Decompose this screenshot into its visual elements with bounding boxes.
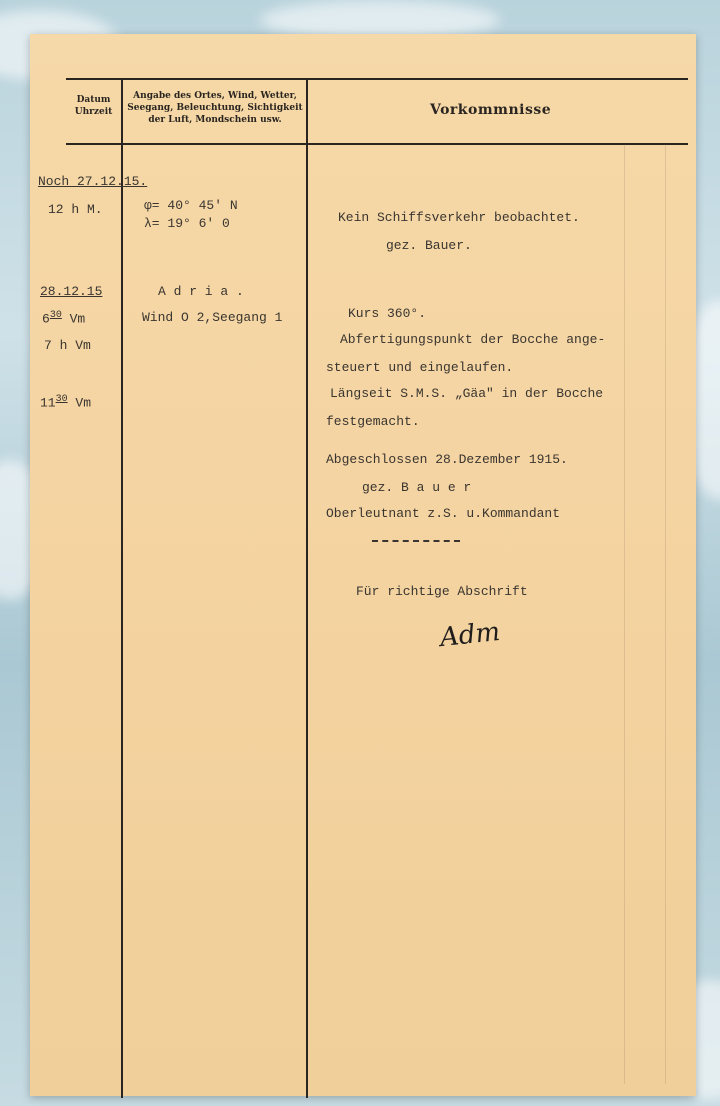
handwritten-signature: Adm [438,616,502,654]
entry-note: Kein Schiffsverkehr beobachtet. [338,210,580,225]
entry-time: $11^{30}$ Vm [40,394,92,411]
rank-line: Oberleutnant z.S. u.Kommandant [326,506,561,521]
table-top-rule [66,78,688,80]
latitude: φ= 40° 45' N [144,198,238,213]
header-location-weather: Angabe des Ortes, Wind, Wetter, Seegang, Beleuchtung, Sichtigkeit der Luft, Mondschein usw. [127,91,303,125]
bleed-through-line [624,144,625,1084]
header-occurrences: Vorkommnisse [430,102,552,118]
entry-time: $6^{30}$ Vm [42,310,86,327]
signature-line: gez. Bauer. [386,238,472,253]
entry-note: Abfertigungspunkt der Bocche ange- [340,332,606,347]
entry-place: A d r i a . [158,284,244,299]
separator-dashes [372,540,460,542]
table-header-rule [66,143,688,145]
entry-date: Noch 27.12.15. [38,174,148,189]
header-date-time: Datum Uhrzeit [74,95,113,117]
signature-line: gez. B a u e r [362,480,472,495]
column-divider-1 [121,78,123,1098]
closing-statement: Abgeschlossen 28.Dezember 1915. [326,452,568,467]
longitude: λ= 19° 6' 0 [144,216,230,231]
column-divider-2 [306,78,308,1098]
course: Kurs 360°. [348,306,427,321]
certification-line: Für richtige Abschrift [356,584,528,599]
logbook-page [30,34,696,1096]
wind-seegang: Wind O 2,Seegang 1 [142,310,283,325]
entry-date: 28.12.15 [40,284,103,299]
entry-time: 7 h Vm [44,338,91,353]
entry-note: Längseit S.M.S. „Gäa" in der Bocche [330,386,604,401]
entry-note: steuert und eingelaufen. [326,360,514,375]
entry-time: 12 h M. [48,202,103,217]
bleed-through-line [665,144,666,1084]
entry-note: festgemacht. [326,414,420,429]
